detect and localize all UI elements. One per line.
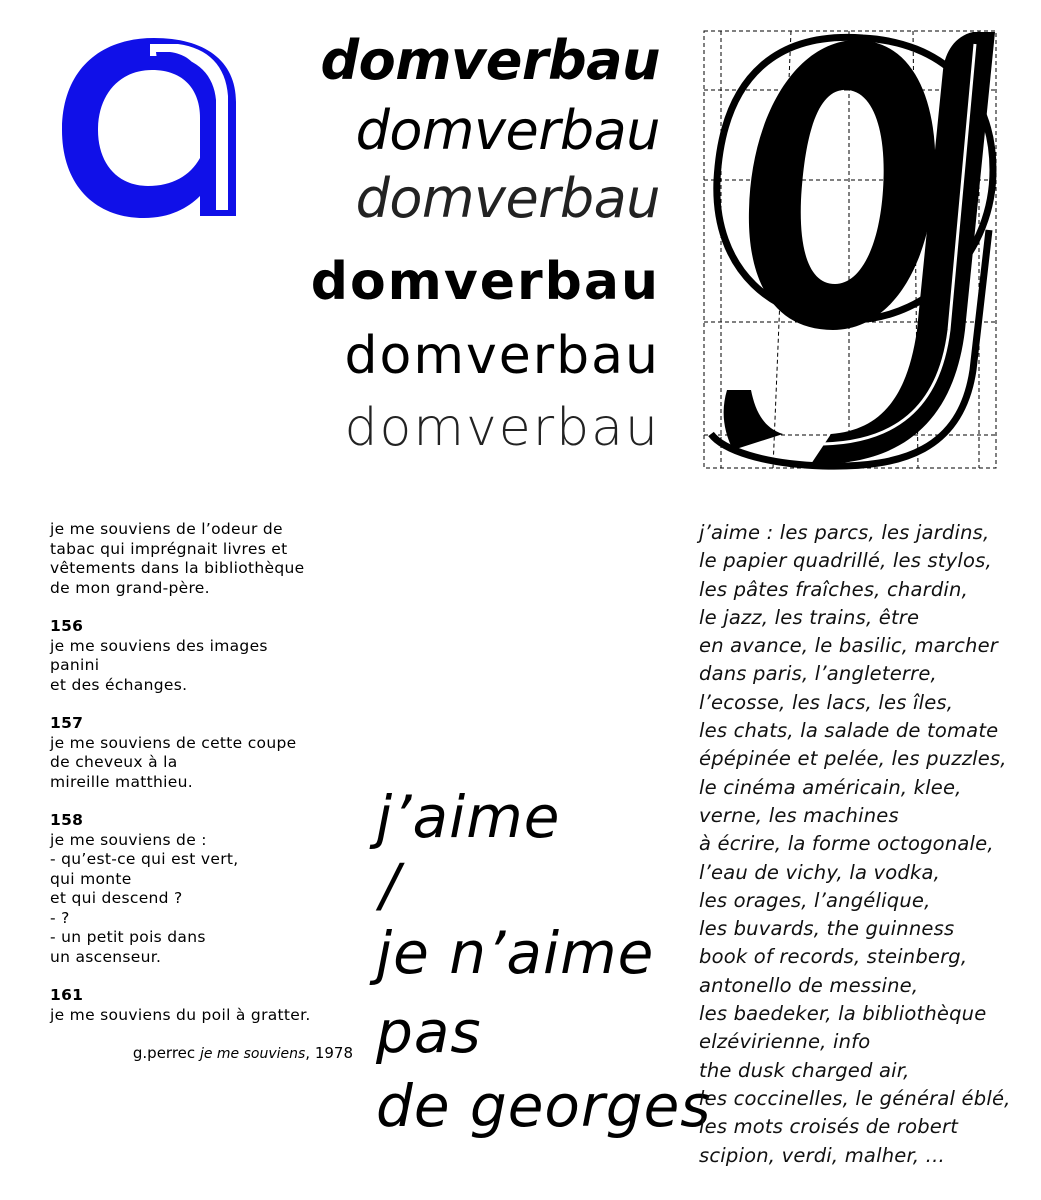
specimen-italic-light: domverbau [355, 167, 660, 230]
specimen-geometric-bold: domverbau [310, 252, 660, 312]
big-word-jaime: j’aime [376, 783, 561, 851]
perec-line: vêtements dans la bibliothèque [50, 559, 305, 577]
specimen-geometric-regular: domverbau [344, 326, 660, 386]
jaime-line: les buvards, the guinness [699, 917, 955, 941]
jaime-line: l’ecosse, les lacs, les îles, [699, 690, 954, 714]
perec-text-block [50, 520, 360, 1044]
jaime-line: j’aime : les parcs, les jardins, [699, 521, 990, 544]
big-word-pas: pas [376, 998, 482, 1066]
big-word-de-georges: de georges [376, 1072, 712, 1140]
jaime-line: les baedeker, la bibliothèque [699, 1002, 987, 1026]
perec-line: et des échanges. [50, 675, 188, 694]
credit-year: , 1978 [305, 1044, 353, 1062]
construction-g-glyph-icon [703, 30, 998, 470]
perec-entry-number: 157 [50, 714, 84, 732]
jaime-line: les pâtes fraîches, chardin, [699, 577, 968, 601]
jaime-line: book of records, steinberg, [699, 945, 968, 969]
jaime-line: en avance, le basilic, marcher [699, 634, 998, 658]
perec-line: - un petit pois dans [50, 928, 206, 946]
perec-entry-number: 156 [50, 617, 84, 635]
jaime-line: verne, les machines [699, 803, 899, 827]
perec-line: je me souviens des images [50, 636, 268, 655]
perec-line: de cheveux à la [50, 753, 178, 771]
perec-entry-number: 161 [50, 986, 84, 1004]
jaime-line: le cinéma américain, klee, [699, 775, 962, 799]
perec-line: je me souviens du poil à gratter. [50, 1005, 311, 1024]
perec-line: un ascenseur. [50, 947, 162, 966]
specimen-geometric-light: domverbau [344, 398, 660, 458]
big-word-je-naime: je n’aime [376, 919, 655, 987]
specimen-italic-regular: domverbau [355, 99, 660, 162]
perec-entry-156 [50, 617, 360, 695]
perec-line: et qui descend ? [50, 889, 183, 907]
specimen-italic-bold: domverbau [320, 29, 660, 92]
jaime-line: scipion, verdi, malher, ... [699, 1143, 945, 1167]
perec-line: je me souviens de l’odeur de [50, 520, 283, 538]
perec-entry-161 [50, 986, 360, 1025]
jaime-line: les mots croisés de robert [699, 1115, 959, 1139]
jaime-line: antonello de messine, [699, 973, 919, 997]
credit-title: je me souviens [199, 1046, 306, 1062]
perec-entry-number: 158 [50, 811, 84, 829]
perec-line: qui monte [50, 869, 132, 888]
jaime-line: le jazz, les trains, être [699, 605, 920, 629]
jaime-line: les chats, la salade de tomate [699, 719, 999, 743]
jaime-line: les coccinelles, le général éblé, [699, 1086, 1011, 1110]
credit-author: g.perrec [132, 1044, 196, 1062]
perec-line: panini [50, 656, 100, 674]
perec-entry-157 [50, 714, 360, 792]
perec-line: je me souviens de : [50, 830, 207, 849]
perec-entry-intro [50, 520, 360, 598]
big-word-slash: / [380, 851, 401, 919]
blue-a-glyph-icon [58, 38, 238, 218]
jaime-line: les orages, l’angélique, [699, 888, 931, 912]
jaime-line: the dusk charged air, [699, 1058, 910, 1082]
perec-line: je me souviens de cette coupe [50, 733, 297, 752]
jaime-line: dans paris, l’angleterre, [699, 662, 937, 686]
perec-line: de mon grand-père. [50, 578, 210, 597]
g-bowl [749, 40, 936, 330]
jaime-line: elzévirienne, info [699, 1030, 871, 1054]
jaime-list [699, 519, 1019, 1170]
jaime-line: l’eau de vichy, la vodka, [699, 860, 941, 884]
perec-line: tabac qui imprégnait livres et [50, 539, 288, 558]
jaime-line: épépinée et pelée, les puzzles, [699, 747, 1007, 771]
perec-line: - qu’est-ce qui est vert, [50, 850, 239, 868]
jaime-line: à écrire, la forme octogonale, [699, 832, 994, 856]
g-tail [724, 390, 783, 450]
perec-credit [133, 1044, 353, 1062]
perec-line: mireille matthieu. [50, 772, 193, 791]
perec-line: - ? [50, 908, 70, 927]
jaime-line: le papier quadrillé, les stylos, [699, 549, 992, 573]
perec-entry-158 [50, 811, 360, 967]
